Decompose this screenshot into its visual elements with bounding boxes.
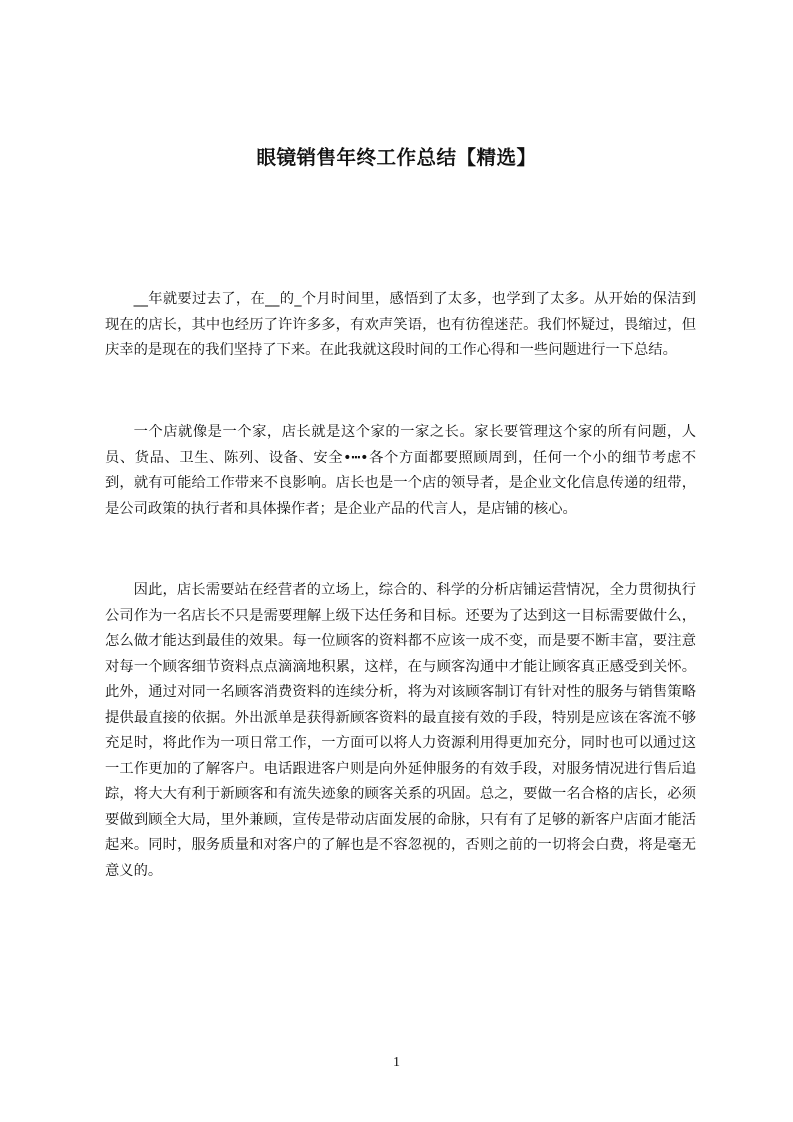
paragraph-3: 因此，店长需要站在经营者的立场上，综合的、科学的分析店铺运营情况，全力贯彻执行公司作为一名店长不只是需要理解上级下达任务和目标。还要为了达到这一目标需要做什么，怎么做才能达到最佳的效果。每一位顾客的资料都不应该一成不变，而是要不断丰富，要注意对每一个顾客细节资料点点滴滴地积累，这样，在与顾客沟通中才能让顾客真正感受到关怀。此外，通过对同一名顾客消费资料的连续分析，将为对该顾客制订有针对性的服务与销售策略提供最直接的依据。外出派单是获得新顾客资料的最直接有效的手段，特别是应该在客流不够充足时，将此作为一项日常工作，一方面可以将人力资源利用得更加充分，同时也可以通过这一工作更加的了解客户。电话跟进客户则是向外延伸服务的有效手段，对服务情况进行售后追踪，将大大有利于新顾客和有流失迹象的顾客关系的巩固。总之，要做一名合格的店长，必须要做到顾全大局，里外兼顾，宣传是带动店面发展的命脉，只有有了足够的新客户店面才能活起来。同时，服务质量和对客户的了解也是不容忽视的，否则之前的一切将会白费，将是毫无意义的。 — [105, 582, 696, 879]
paragraph-1: __年就要过去了，在__的_个月时间里，感悟到了太多，也学到了太多。从开始的保洁到现在的店长，其中也经历了许许多多，有欢声笑语，也有彷徨迷茫。我们怀疑过，畏缩过，但庆幸的是现在的我们坚持了下来。在此我就这段时间的工作心得和一些问题进行一下总结。 — [105, 291, 696, 358]
page-number: 1 — [393, 1055, 400, 1070]
paragraph-2: 一个店就像是一个家，店长就是这个家的一家之长。家长要管理这个家的所有问题，人员、货品、卫生、陈列、设备、安全•┅•各个方面都要照顾周到，任何一个小的细节考虑不到，就有可能给工作带来不良影响。店长也是一个店的领导者，是企业文化信息传递的纽带，是公司政策的执行者和具体操作者；是企业产品的代言人，是店铺的核心。 — [105, 424, 696, 517]
document-title: 眼镜销售年终工作总结【精选】 — [256, 146, 537, 169]
